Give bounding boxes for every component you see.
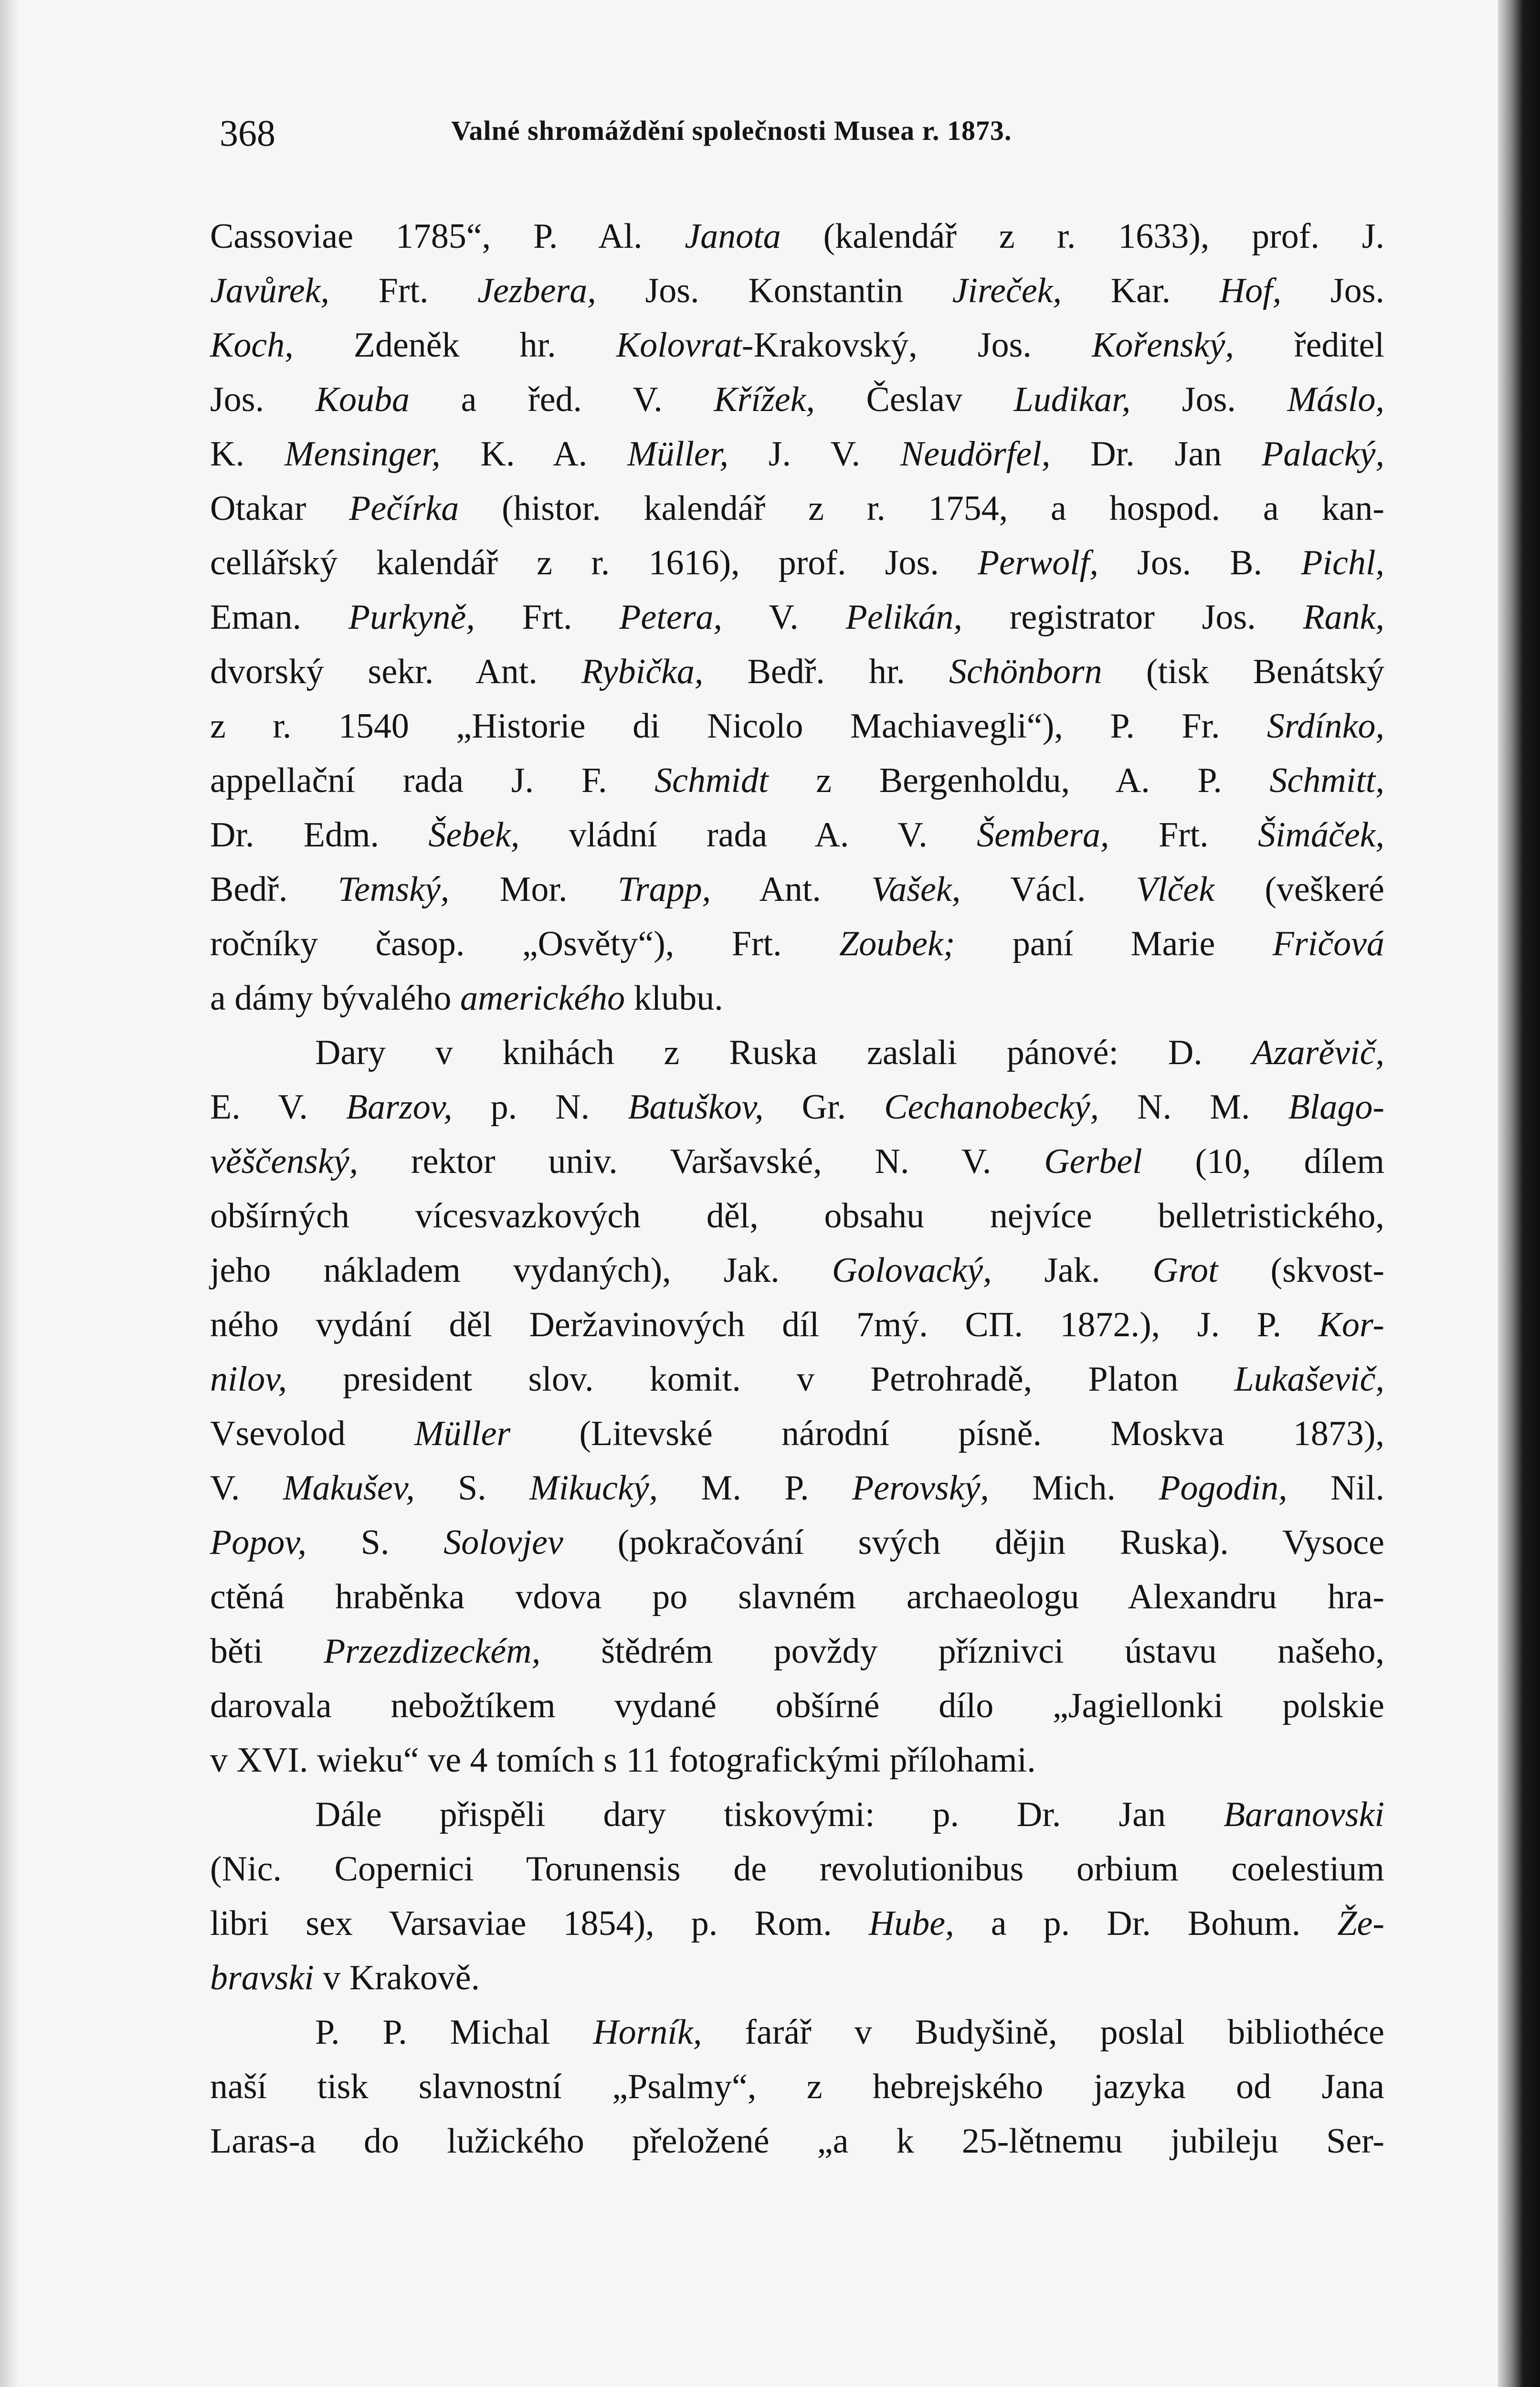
text-segment: (histor. kalendář z r. 1754, a hospod. a kan- bbox=[459, 489, 1384, 528]
italic-name: Křížek, bbox=[714, 380, 815, 419]
italic-name: Že- bbox=[1337, 1904, 1384, 1943]
text-segment: Dr. Edm. bbox=[210, 815, 429, 855]
italic-name: Müller bbox=[414, 1414, 511, 1453]
italic-name: Horník, bbox=[593, 2013, 702, 2052]
text-segment: Dále přispěli dary tiskovými: p. Dr. Jan bbox=[315, 1795, 1224, 1834]
italic-name: Hube, bbox=[868, 1904, 954, 1943]
text-segment: Gr. bbox=[763, 1088, 885, 1127]
italic-name: Gerbel bbox=[1044, 1142, 1142, 1181]
text-line bbox=[210, 1298, 1384, 1352]
text-segment: (veškeré bbox=[1214, 870, 1384, 909]
italic-name: Javůrek, bbox=[210, 271, 329, 310]
text-segment: ředitel bbox=[1234, 326, 1385, 365]
italic-name: Barzov, bbox=[346, 1088, 453, 1127]
italic-name: Srdínko, bbox=[1267, 707, 1384, 746]
text-segment: Václ. bbox=[960, 870, 1136, 909]
text-line bbox=[210, 1624, 1384, 1679]
text-line bbox=[210, 481, 1384, 536]
text-line bbox=[210, 1352, 1384, 1406]
italic-name: Schönborn bbox=[949, 652, 1102, 691]
text-segment: běti bbox=[210, 1632, 324, 1671]
text-line bbox=[210, 264, 1384, 318]
italic-name: Šembera, bbox=[977, 815, 1109, 855]
text-segment: (kalendář z r. 1633), prof. J. bbox=[781, 217, 1384, 256]
italic-name: Pogodin, bbox=[1159, 1468, 1287, 1508]
italic-name: Palacký, bbox=[1262, 434, 1384, 474]
italic-name: Mikucký, bbox=[529, 1468, 658, 1508]
scan-edge-left bbox=[0, 0, 19, 2387]
text-segment: M. P. bbox=[658, 1468, 852, 1508]
text-segment: rektor univ. Varšavské, N. V. bbox=[358, 1142, 1044, 1181]
text-line bbox=[210, 1896, 1384, 1951]
text-segment: V. bbox=[210, 1468, 283, 1508]
italic-name: Pečírka bbox=[349, 489, 459, 528]
text-line bbox=[210, 1515, 1384, 1570]
italic-name: Vlček bbox=[1136, 870, 1215, 909]
italic-name: Janota bbox=[685, 217, 781, 256]
text-line bbox=[210, 1787, 1384, 1842]
italic-name: Baranovski bbox=[1223, 1795, 1384, 1834]
text-segment: K. A. bbox=[440, 434, 628, 474]
italic-name: Petera, bbox=[619, 598, 722, 637]
text-line bbox=[210, 699, 1384, 753]
text-segment: dvorský sekr. Ant. bbox=[210, 652, 581, 691]
text-segment: cellářský kalendář z r. 1616), prof. Jos. bbox=[210, 543, 978, 582]
italic-name: Ludikar, bbox=[1013, 380, 1131, 419]
text-segment: appellační rada J. F. bbox=[210, 761, 655, 800]
text-line bbox=[210, 971, 1384, 1025]
italic-name: Makušev, bbox=[283, 1468, 415, 1508]
text-segment: J. V. bbox=[728, 434, 900, 474]
italic-name: Koch, bbox=[210, 326, 294, 365]
text-line bbox=[210, 644, 1384, 699]
text-segment: Dary v knihách z Ruska zaslali pánové: D. bbox=[315, 1033, 1252, 1072]
italic-name: Kor- bbox=[1318, 1305, 1384, 1344]
italic-name: Schmitt, bbox=[1269, 761, 1384, 800]
running-head: Valné shromáždění společnosti Musea r. 1873. bbox=[451, 115, 1012, 146]
italic-name: Fričová bbox=[1272, 924, 1385, 963]
text-segment: S. bbox=[306, 1523, 444, 1562]
text-segment: (skvost- bbox=[1218, 1251, 1384, 1290]
italic-name: Kolovrat bbox=[616, 326, 742, 365]
italic-name: Jireček, bbox=[952, 271, 1062, 310]
text-segment: (pokračování svých dějin Ruska). Vysoce bbox=[563, 1523, 1384, 1562]
text-segment: p. N. bbox=[452, 1088, 628, 1127]
text-segment: paní Marie bbox=[955, 924, 1273, 963]
text-line bbox=[210, 1025, 1384, 1080]
text-segment: Otakar bbox=[210, 489, 349, 528]
text-segment: S. bbox=[414, 1468, 530, 1508]
text-line bbox=[210, 753, 1384, 808]
text-segment: Dr. Jan bbox=[1050, 434, 1262, 474]
text-segment: Frt. bbox=[1109, 815, 1258, 855]
italic-name: Azarěvič, bbox=[1252, 1033, 1384, 1072]
text-segment: a řed. V. bbox=[410, 380, 714, 419]
text-segment: ctěná hraběnka vdova po slavném archaeologu Alexandru hra- bbox=[210, 1577, 1384, 1616]
italic-name: nilov, bbox=[210, 1360, 287, 1399]
text-segment: v Krakově. bbox=[314, 1958, 480, 1997]
italic-name: Rybička, bbox=[581, 652, 704, 691]
italic-name: Cechanobecký, bbox=[884, 1088, 1099, 1127]
italic-name: Lukaševič, bbox=[1234, 1360, 1384, 1399]
text-line bbox=[210, 1189, 1384, 1243]
text-segment: Jos. bbox=[1281, 271, 1385, 310]
italic-name: Batuškov, bbox=[628, 1088, 764, 1127]
text-segment: Mor. bbox=[449, 870, 618, 909]
text-line bbox=[210, 2114, 1384, 2168]
text-line bbox=[210, 536, 1384, 590]
text-line bbox=[210, 427, 1384, 481]
text-segment: Česlav bbox=[814, 380, 1014, 419]
text-segment: P. P. Michal bbox=[315, 2013, 593, 2052]
text-line bbox=[210, 1951, 1384, 2005]
text-segment: ného vydání děl Deržavinových díl 7mý. СП. 1872.), J. P. bbox=[210, 1305, 1318, 1344]
text-segment: Eman. bbox=[210, 598, 348, 637]
italic-name: amerického bbox=[460, 979, 625, 1018]
text-segment: registrator Jos. bbox=[962, 598, 1303, 637]
text-segment: naší tisk slavnostní „Psalmy“, z hebrejského jazyka od Jana bbox=[210, 2067, 1384, 2106]
text-segment: Cassoviae 1785“, P. Al. bbox=[210, 217, 685, 256]
text-line bbox=[210, 318, 1384, 372]
italic-name: Vašek, bbox=[871, 870, 961, 909]
text-segment: klubu. bbox=[625, 979, 723, 1018]
text-line bbox=[210, 862, 1384, 917]
text-line bbox=[210, 2005, 1384, 2060]
text-segment: libri sex Varsaviae 1854), p. Rom. bbox=[210, 1904, 869, 1943]
text-line bbox=[210, 917, 1384, 971]
text-segment: z Bergenholdu, A. P. bbox=[768, 761, 1270, 800]
text-segment: K. bbox=[210, 434, 285, 474]
page-number: 368 bbox=[220, 112, 275, 154]
text-line bbox=[210, 372, 1384, 427]
italic-name: Solovjev bbox=[443, 1523, 563, 1562]
italic-name: Šebek, bbox=[428, 815, 520, 855]
text-line bbox=[210, 1570, 1384, 1624]
italic-name: Pichl, bbox=[1301, 543, 1385, 582]
text-segment: -Krakovský, Jos. bbox=[741, 326, 1092, 365]
text-segment: Jos. bbox=[1130, 380, 1287, 419]
text-segment: farář v Budyšině, poslal bibliothéce bbox=[702, 2013, 1384, 2052]
italic-name: Purkyně, bbox=[348, 598, 475, 637]
italic-name: Trapp, bbox=[617, 870, 711, 909]
italic-name: bravski bbox=[210, 1958, 314, 1997]
italic-name: Grot bbox=[1152, 1251, 1218, 1290]
text-segment: obšírných vícesvazkových děl, obsahu nejvíce belletristického, bbox=[210, 1196, 1384, 1236]
italic-name: Popov, bbox=[210, 1523, 307, 1562]
text-line bbox=[210, 1134, 1384, 1189]
italic-name: Golovacký, bbox=[832, 1251, 992, 1290]
text-line bbox=[210, 590, 1384, 644]
text-segment: Laras-a do lužického přeložené „a k 25-lětnemu jubileju Ser- bbox=[210, 2122, 1384, 2161]
italic-name: Máslo, bbox=[1287, 380, 1384, 419]
body-text bbox=[210, 209, 1384, 2168]
text-segment: Bedř. hr. bbox=[703, 652, 949, 691]
italic-name: Hof, bbox=[1219, 271, 1282, 310]
italic-name: Šimáček, bbox=[1257, 815, 1385, 855]
text-segment: Vsevolod bbox=[210, 1414, 414, 1453]
italic-name: Schmidt bbox=[654, 761, 769, 800]
text-segment: Jos. B. bbox=[1098, 543, 1301, 582]
text-segment: Kar. bbox=[1062, 271, 1220, 310]
italic-name: Neudörfel, bbox=[900, 434, 1051, 474]
text-segment: a p. Dr. Bohum. bbox=[954, 1904, 1338, 1943]
italic-name: Perovský, bbox=[852, 1468, 989, 1508]
italic-name: Jezbera, bbox=[477, 271, 596, 310]
italic-name: věščenský, bbox=[210, 1142, 359, 1181]
text-segment: Mich. bbox=[989, 1468, 1159, 1508]
text-line bbox=[210, 2060, 1384, 2114]
text-segment: E. V. bbox=[210, 1088, 346, 1127]
text-segment: Ant. bbox=[711, 870, 872, 909]
italic-name: Kouba bbox=[315, 380, 410, 419]
text-segment: štědrém povždy příznivci ústavu našeho, bbox=[540, 1632, 1385, 1671]
italic-name: Kořenský, bbox=[1091, 326, 1234, 365]
text-segment: Jak. bbox=[992, 1251, 1153, 1290]
text-segment: Nil. bbox=[1287, 1468, 1385, 1508]
text-line bbox=[210, 1461, 1384, 1515]
text-line bbox=[210, 1733, 1384, 1787]
text-segment: ročníky časop. „Osvěty“), Frt. bbox=[210, 924, 839, 963]
italic-name: Przezdizeckém, bbox=[324, 1632, 541, 1671]
text-segment: z r. 1540 „Historie di Nicolo Machiavegli“), P. Fr. bbox=[210, 707, 1267, 746]
text-segment: Jos. Konstantin bbox=[596, 271, 952, 310]
text-segment: Frt. bbox=[475, 598, 620, 637]
text-segment: jeho nákladem vydaných), Jak. bbox=[210, 1251, 832, 1290]
text-segment: darovala nebožtíkem vydané obšírné dílo „Jagiellonki polskie bbox=[210, 1686, 1384, 1725]
text-segment: Bedř. bbox=[210, 870, 338, 909]
italic-name: Perwolf, bbox=[978, 543, 1098, 582]
text-segment: president slov. komit. v Petrohradě, Platon bbox=[286, 1360, 1234, 1399]
text-segment: vládní rada A. V. bbox=[519, 815, 977, 855]
text-segment: Jos. bbox=[210, 380, 316, 419]
italic-name: Zoubek; bbox=[839, 924, 955, 963]
text-segment: v XVI. wieku“ ve 4 tomích s 11 fotografickými přílohami. bbox=[210, 1741, 1036, 1780]
page-header bbox=[220, 106, 1365, 163]
italic-name: Pelikán, bbox=[845, 598, 963, 637]
text-segment: Frt. bbox=[329, 271, 478, 310]
text-line bbox=[210, 1080, 1384, 1134]
text-segment: (tisk Benátský bbox=[1102, 652, 1385, 691]
italic-name: Temský, bbox=[338, 870, 450, 909]
text-line bbox=[210, 1679, 1384, 1733]
italic-name: Müller, bbox=[627, 434, 728, 474]
text-segment: V. bbox=[722, 598, 846, 637]
text-line bbox=[210, 808, 1384, 862]
text-line bbox=[210, 1243, 1384, 1298]
text-line bbox=[210, 209, 1384, 264]
text-segment: Zdeněk hr. bbox=[293, 326, 616, 365]
italic-name: Rank, bbox=[1303, 598, 1384, 637]
text-segment: a dámy bývalého bbox=[210, 979, 460, 1018]
text-segment: (Nic. Copernici Torunensis de revolutionibus orbium coelestium bbox=[210, 1849, 1384, 1889]
italic-name: Mensinger, bbox=[284, 434, 441, 474]
text-segment: (10, dílem bbox=[1142, 1142, 1385, 1181]
scan-edge-right bbox=[1498, 0, 1540, 2387]
text-line bbox=[210, 1842, 1384, 1896]
italic-name: Blago- bbox=[1288, 1088, 1384, 1127]
text-line bbox=[210, 1406, 1384, 1461]
text-segment: N. M. bbox=[1099, 1088, 1288, 1127]
text-segment: (Litevské národní písně. Moskva 1873), bbox=[510, 1414, 1384, 1453]
